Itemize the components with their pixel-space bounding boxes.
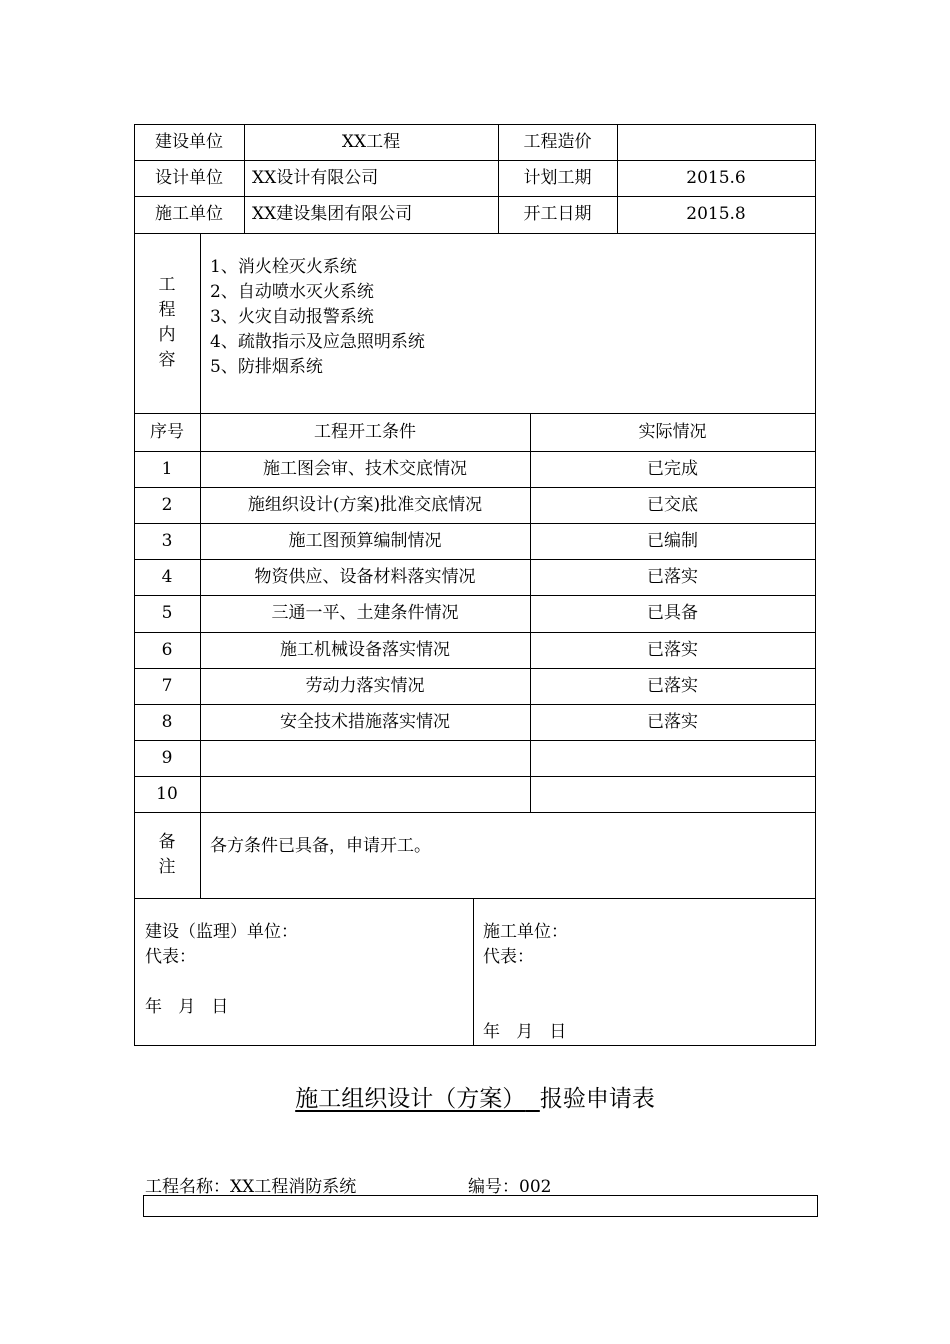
row-no: 5 <box>161 603 173 623</box>
label-char: 程 <box>158 300 176 320</box>
list-item: 5、防排烟系统 <box>210 357 323 377</box>
label-char: 内 <box>158 325 176 345</box>
row-status: 已编制 <box>647 530 698 551</box>
number-label: 编号： <box>468 1177 519 1197</box>
table-border-bottom <box>134 1045 816 1046</box>
content-list <box>210 255 425 380</box>
list-item: 1、消火栓灭火系统 <box>210 257 357 277</box>
row-condition: 施工图预算编制情况 <box>288 530 442 551</box>
rule <box>134 812 816 813</box>
sign-left-unit: 建设（监理）单位： <box>145 922 298 942</box>
row-condition: 施工图会审、技术交底情况 <box>263 458 467 479</box>
row-status <box>530 776 815 812</box>
remarks-label <box>134 812 200 898</box>
row-condition: 施工机械设备落实情况 <box>280 639 450 660</box>
designer-value: XX设计有限公司 <box>252 167 379 188</box>
plan-label: 计划工期 <box>523 167 592 188</box>
label-char: 工 <box>158 275 176 295</box>
content-label <box>134 233 200 413</box>
builder-value: XX建设集团有限公司 <box>252 204 413 224</box>
row-condition <box>200 776 530 812</box>
sign-right-unit: 施工单位： <box>483 922 568 942</box>
row-condition: 劳动力落实情况 <box>305 675 425 696</box>
cost-value <box>617 124 815 160</box>
row-status: 已具备 <box>647 603 698 623</box>
form-title-rest: 报验申请表 <box>539 1086 655 1112</box>
row-status: 已落实 <box>647 675 698 696</box>
label-char: 注 <box>158 857 176 877</box>
col-header-condition: 工程开工条件 <box>314 421 416 442</box>
start-value: 2015.8 <box>686 204 746 224</box>
rule <box>473 898 474 1046</box>
row-no: 7 <box>161 675 173 696</box>
rule <box>134 898 816 899</box>
cost-label: 工程造价 <box>523 131 592 152</box>
row-no: 3 <box>161 530 173 551</box>
sign-right-date: 年 月 日 <box>483 1022 567 1042</box>
row-status <box>530 740 815 776</box>
project-name <box>145 1172 356 1197</box>
start-label: 开工日期 <box>523 204 592 224</box>
sign-right-rep: 代表： <box>483 947 534 967</box>
row-status: 已落实 <box>647 566 698 587</box>
rule <box>134 233 816 234</box>
row-condition: 物资供应、设备材料落实情况 <box>254 566 476 587</box>
table-border-right <box>815 124 816 1046</box>
plan-value: 2015.6 <box>686 167 746 188</box>
form-title-underlined: 施工组织设计（方案） <box>295 1086 526 1112</box>
row-condition <box>200 740 530 776</box>
doc-number <box>468 1172 551 1197</box>
sign-left-rep: 代表： <box>145 947 196 967</box>
next-table-header <box>143 1195 818 1217</box>
row-no: 10 <box>156 783 178 804</box>
project-value: XX工程消防系统 <box>230 1177 357 1197</box>
list-item: 3、火灾自动报警系统 <box>210 307 374 327</box>
row-no: 6 <box>161 639 173 660</box>
label-char: 容 <box>158 350 176 370</box>
row-no: 1 <box>161 458 173 479</box>
project-label: 工程名称： <box>145 1177 230 1197</box>
row-no: 4 <box>161 566 173 587</box>
row-status: 已完成 <box>647 458 698 479</box>
designer-label: 设计单位 <box>155 167 223 188</box>
start-application-table <box>134 124 816 1046</box>
number-value: 002 <box>519 1177 552 1197</box>
row-status: 已落实 <box>647 711 698 732</box>
remarks-text: 各方条件已具备，申请开工。 <box>210 836 431 856</box>
col-header-no: 序号 <box>150 421 184 442</box>
row-no: 2 <box>161 494 173 515</box>
row-condition: 安全技术措施落实情况 <box>280 711 450 732</box>
owner-value: XX工程 <box>341 131 401 152</box>
row-no: 8 <box>161 711 173 732</box>
row-condition: 施组织设计(方案)批准交底情况 <box>247 494 483 515</box>
label-char: 备 <box>158 832 176 852</box>
row-condition: 三通一平、土建条件情况 <box>271 603 459 623</box>
form-title <box>0 1080 950 1113</box>
builder-label: 施工单位 <box>155 204 223 224</box>
list-item: 4、疏散指示及应急照明系统 <box>210 332 425 352</box>
row-status: 已落实 <box>647 639 698 660</box>
owner-label: 建设单位 <box>155 131 223 152</box>
row-no: 9 <box>161 747 173 768</box>
list-item: 2、自动喷水灭火系统 <box>210 282 374 302</box>
row-status: 已交底 <box>647 494 698 515</box>
sign-left-date: 年 月 日 <box>145 997 229 1017</box>
col-header-status: 实际情况 <box>638 421 707 442</box>
